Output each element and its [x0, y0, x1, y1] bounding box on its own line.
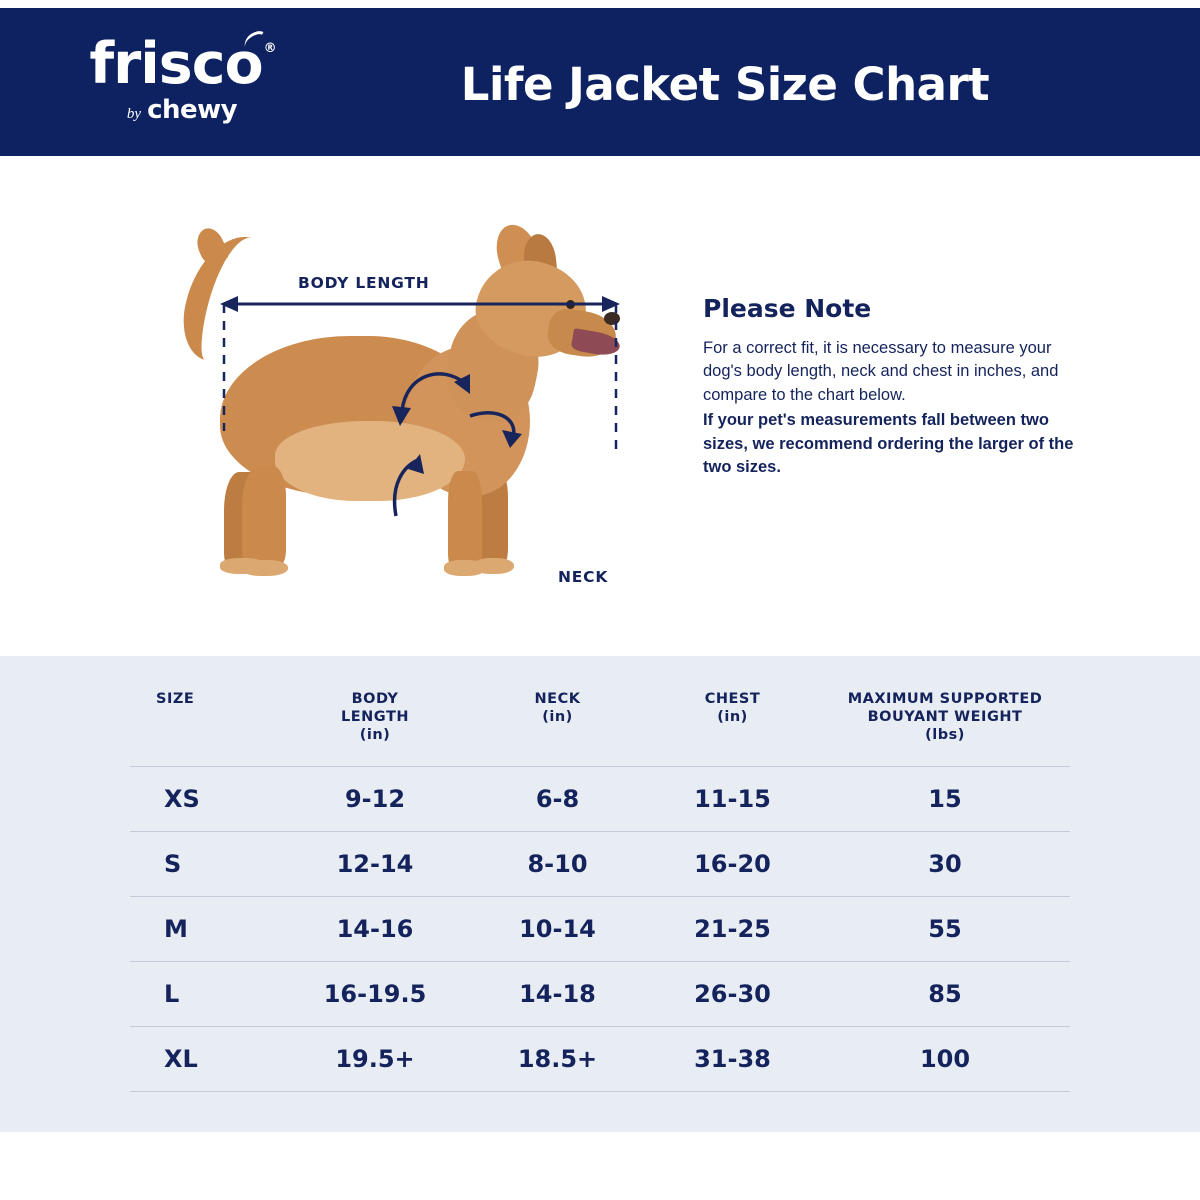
- header-chest: [645, 674, 820, 767]
- header-max-line1: MAXIMUM SUPPORTED: [847, 691, 1043, 707]
- cell-max-weight: 100: [820, 1027, 1070, 1092]
- cell-neck: 6-8: [470, 767, 645, 832]
- cell-body-length: 19.5+: [280, 1027, 470, 1092]
- cell-max-weight: 55: [820, 897, 1070, 962]
- cell-neck: 14-18: [470, 962, 645, 1027]
- table-row: [130, 1027, 1070, 1092]
- table-header-row: [130, 674, 1070, 767]
- header-body-line2: LENGTH: [341, 709, 409, 726]
- table-row: [130, 767, 1070, 832]
- brand-parent-name: chewy: [147, 95, 238, 125]
- header-size-line1: SIZE: [156, 691, 195, 707]
- cell-size: S: [130, 832, 280, 897]
- cell-chest: 21-25: [645, 897, 820, 962]
- cell-max-weight: 15: [820, 767, 1070, 832]
- header-max-line2: BOUYANT WEIGHT: [867, 709, 1023, 726]
- note-title: Please Note: [703, 294, 872, 323]
- cell-size: M: [130, 897, 280, 962]
- table-row: [130, 897, 1070, 962]
- table-row: [130, 962, 1070, 1027]
- header-size: [130, 674, 280, 767]
- note-body: For a correct fit, it is necessary to measure your dog's body length, neck and chest in inches, and compare to the chart below.: [703, 339, 1059, 404]
- brand-by-label: by: [126, 106, 142, 122]
- page-header: [0, 8, 1200, 156]
- cell-body-length: 12-14: [280, 832, 470, 897]
- table-row: [130, 832, 1070, 897]
- cell-size: L: [130, 962, 280, 1027]
- cell-chest: 31-38: [645, 1027, 820, 1092]
- cell-neck: 18.5+: [470, 1027, 645, 1092]
- cell-body-length: 14-16: [280, 897, 470, 962]
- header-neck-line1: NECK: [534, 691, 581, 707]
- cell-body-length: 9-12: [280, 767, 470, 832]
- body-length-label: BODY LENGTH: [298, 274, 430, 292]
- cell-chest: 16-20: [645, 832, 820, 897]
- cell-body-length: 16-19.5: [280, 962, 470, 1027]
- header-chest-line1: CHEST: [704, 691, 761, 707]
- cell-size: XL: [130, 1027, 280, 1092]
- cell-size: XS: [130, 767, 280, 832]
- measurement-diagram: [0, 156, 1200, 656]
- cell-chest: 11-15: [645, 767, 820, 832]
- header-body-unit: (in): [359, 727, 391, 744]
- cell-neck: 10-14: [470, 897, 645, 962]
- header-max-weight: [820, 674, 1070, 767]
- header-body-length: [280, 674, 470, 767]
- please-note-block: [703, 294, 1083, 480]
- cell-max-weight: 85: [820, 962, 1070, 1027]
- registered-mark: ®: [263, 41, 276, 56]
- neck-label: NECK: [558, 568, 609, 586]
- frisco-logo: [62, 31, 302, 125]
- cell-neck: 8-10: [470, 832, 645, 897]
- size-table-section: [0, 656, 1200, 1132]
- brand-name: frisco: [89, 31, 263, 97]
- note-emphasis: If your pet's measurements fall between two sizes, we recommend ordering the larger of the two sizes.: [703, 411, 1074, 477]
- header-neck-unit: (in): [542, 709, 573, 726]
- page-title: Life Jacket Size Chart: [460, 58, 990, 111]
- cell-chest: 26-30: [645, 962, 820, 1027]
- header-neck: [470, 674, 645, 767]
- brand-wordmark: [89, 31, 276, 97]
- header-chest-unit: (in): [717, 709, 748, 726]
- cell-max-weight: 30: [820, 832, 1070, 897]
- size-table: [130, 674, 1070, 1092]
- header-body-line1: BODY: [351, 691, 399, 707]
- header-max-unit: (lbs): [925, 727, 965, 744]
- brand-sub: [62, 95, 302, 125]
- dog-illustration: [180, 216, 650, 636]
